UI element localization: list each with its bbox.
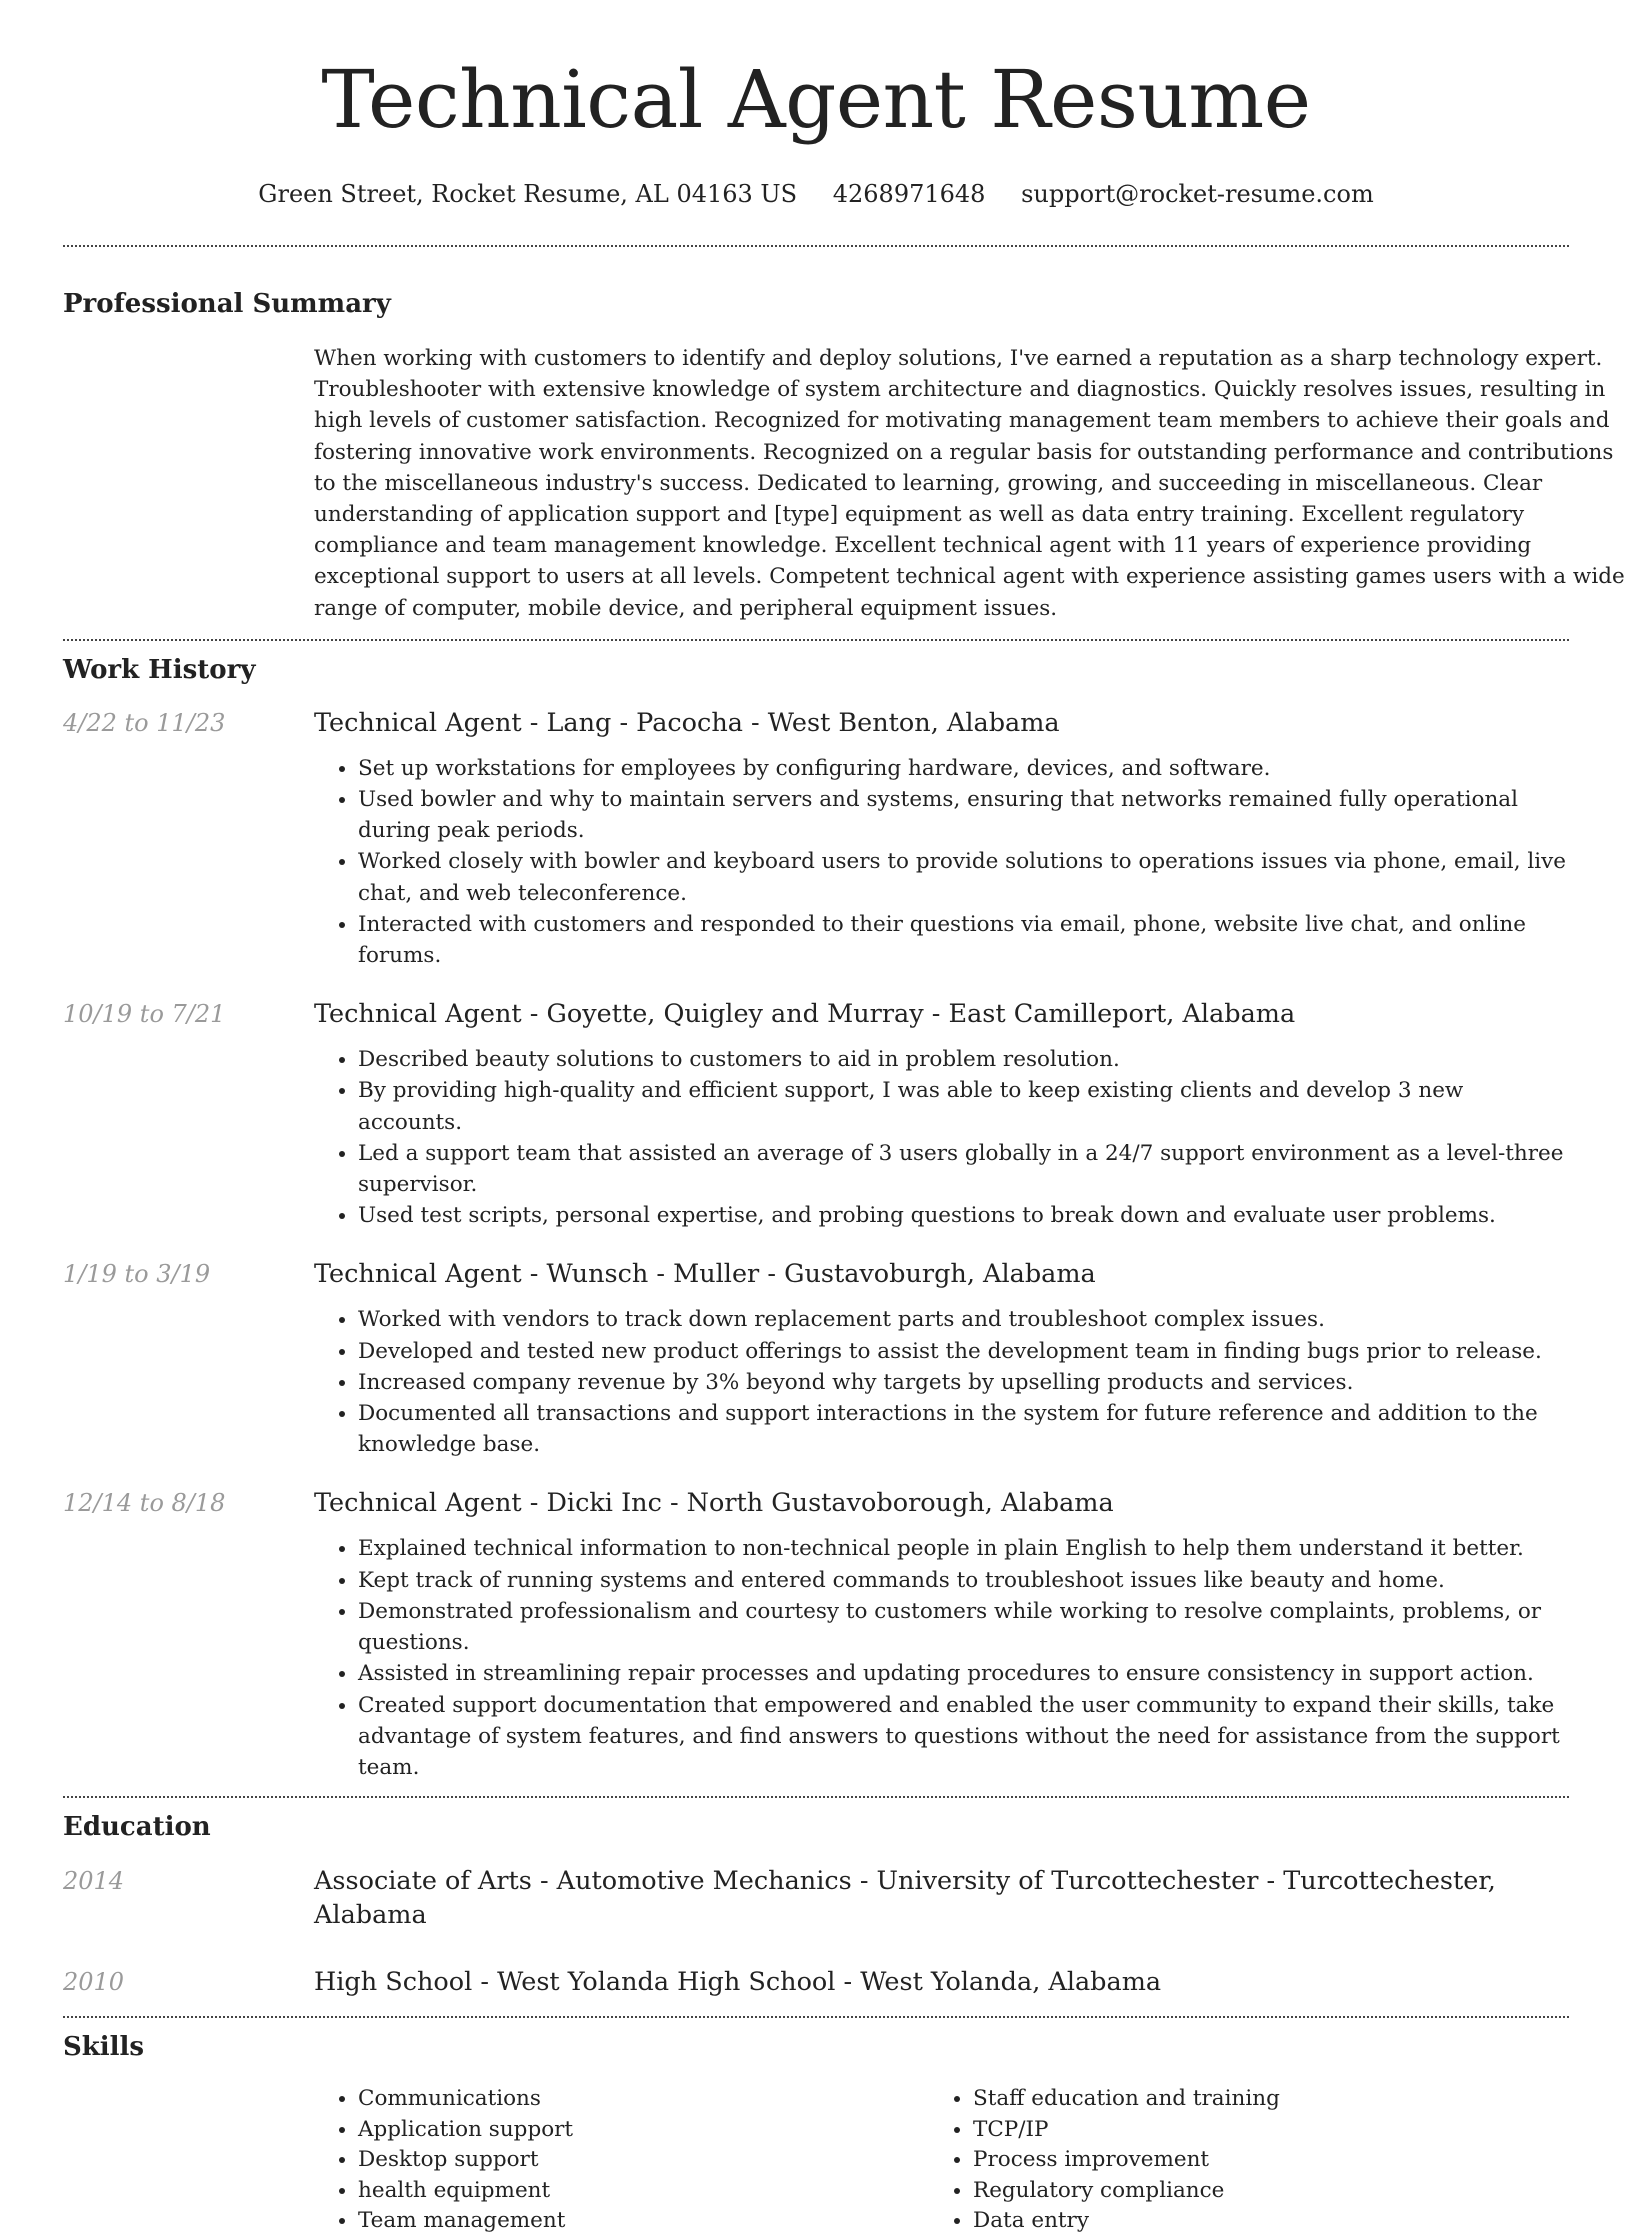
resume-name: Technical Agent Resume — [321, 53, 1311, 146]
contact-phone: 4268971648 — [832, 180, 986, 208]
skills-title: Skills — [63, 2032, 145, 2063]
skills-section — [63, 2030, 1569, 2237]
job-bullets — [314, 1533, 1569, 1783]
list-item: • Increased company revenue by 3% beyond why targets by upselling products and services. — [358, 1367, 1569, 1398]
education-title-line: High School - West Yolanda High School - West Yolanda, Alabama — [314, 1967, 1162, 1998]
job-dates: 1/19 to 3/19 — [63, 1260, 211, 1289]
job-dates: 12/14 to 8/18 — [63, 1489, 226, 1518]
education-entry — [63, 1965, 1569, 1999]
job-entry — [63, 1486, 1569, 1783]
divider — [63, 639, 1569, 641]
job-entry — [63, 1257, 1569, 1460]
skill-item: • Regulatory compliance — [973, 2176, 1544, 2207]
list-item: • Kept track of running systems and entered commands to troubleshoot issues like beauty and home. — [358, 1565, 1569, 1596]
list-item: • Assisted in streamlining repair processes and updating procedures to ensure consistency in support action. — [358, 1658, 1569, 1689]
job-title: Technical Agent - Lang - Pacocha - West Benton, Alabama — [314, 707, 1060, 738]
list-item: • Led a support team that assisted an average of 3 users globally in a 24/7 support environment as a level-three supervisor. — [358, 1138, 1569, 1200]
resume-header — [63, 0, 1569, 210]
education-title-line: Associate of Arts - Automotive Mechanics - University of Turcottechester - Turcottechester, Alabama — [314, 1866, 1496, 1931]
education-date: 2010 — [63, 1968, 125, 1997]
skill-item: • Application support — [358, 2115, 929, 2146]
list-item: • Worked closely with bowler and keyboard users to provide solutions to operations issues via phone, email, live chat, and web teleconference. — [358, 846, 1569, 908]
list-item: • Set up workstations for employees by configuring hardware, devices, and software. — [358, 753, 1569, 784]
education-date: 2014 — [63, 1867, 125, 1896]
list-item: • Interacted with customers and responded to their questions via email, phone, website live chat, and online forums. — [358, 909, 1569, 971]
contact-email: support@rocket-resume.com — [1021, 180, 1374, 208]
skills-list-left — [314, 2084, 929, 2237]
skill-item: • health equipment — [358, 2176, 929, 2207]
list-item: • Documented all transactions and support interactions in the system for future reference and addition to the knowledge base. — [358, 1398, 1569, 1460]
skill-item: • Communications — [358, 2084, 929, 2115]
job-dates: 10/19 to 7/21 — [63, 1000, 226, 1029]
skills-columns — [314, 2084, 1569, 2237]
education-entry — [63, 1864, 1569, 1932]
job-dates: 4/22 to 11/23 — [63, 708, 226, 737]
skills-list-right — [929, 2084, 1544, 2237]
list-item: • Used bowler and why to maintain servers and systems, ensuring that networks remained fully operational during peak periods. — [358, 784, 1569, 846]
divider — [63, 2016, 1569, 2018]
summary-text: When working with customers to identify and deploy solutions, I've earned a reputation as a sharp technology expert. Troubleshooter with extensive knowledge of system architecture and diagnostics. Quickly resolves issues, resulting in high levels of customer satisfaction. Recognized for motivating management team members to achieve their goals and fostering innovative work environments. Recognized on a regular basis for outstanding performance and contributions to the miscellaneous industry's success. Dedicated to learning, growing, and succeeding in miscellaneous. Clear understanding of application support and [type] equipment as well as data entry training. Excellent regulatory compliance and team management knowledge. Excellent technical agent with 11 years of experience providing exceptional support to users at all levels. Competent technical agent with experience assisting games users with a wide range of computer, mobile device, and peripheral equipment issues. — [314, 346, 1625, 621]
job-title: Technical Agent - Goyette, Quigley and Murray - East Camilleport, Alabama — [314, 999, 1296, 1030]
skill-item: • Process improvement — [973, 2145, 1544, 2176]
skill-item: • TCP/IP — [973, 2115, 1544, 2146]
work-title: Work History — [63, 654, 256, 685]
job-entry — [63, 706, 1569, 971]
list-item: • Explained technical information to non-technical people in plain English to help them understand it better. — [358, 1533, 1569, 1564]
list-item: • Created support documentation that empowered and enabled the user community to expand their skills, take advantage of system features, and find answers to questions without the need for assistance from the support team. — [358, 1690, 1569, 1784]
job-bullets — [314, 753, 1569, 971]
list-item: • Developed and tested new product offerings to assist the development team in finding bugs prior to release. — [358, 1336, 1569, 1367]
summary-section — [63, 287, 1625, 624]
job-title: Technical Agent - Wunsch - Muller - Gustavoburgh, Alabama — [314, 1259, 1096, 1290]
list-item: • Worked with vendors to track down replacement parts and troubleshoot complex issues. — [358, 1304, 1569, 1335]
education-title: Education — [63, 1812, 211, 1843]
job-bullets — [314, 1044, 1569, 1231]
job-entry — [63, 997, 1569, 1231]
work-section — [63, 653, 1569, 1783]
skill-item: • Staff education and training — [973, 2084, 1544, 2115]
job-bullets — [314, 1304, 1569, 1460]
skill-item: • Data entry — [973, 2206, 1544, 2237]
summary-title: Professional Summary — [63, 289, 391, 319]
list-item: • Demonstrated professionalism and courtesy to customers while working to resolve complaints, problems, or questions. — [358, 1596, 1569, 1658]
list-item: • Described beauty solutions to customers to aid in problem resolution. — [358, 1044, 1569, 1075]
list-item: • Used test scripts, personal expertise, and probing questions to break down and evaluate user problems. — [358, 1200, 1569, 1231]
list-item: • By providing high-quality and efficient support, I was able to keep existing clients and develop 3 new accounts. — [358, 1075, 1569, 1137]
skill-item: • Team management — [358, 2206, 929, 2237]
divider — [63, 1796, 1569, 1798]
job-title: Technical Agent - Dicki Inc - North Gustavoborough, Alabama — [314, 1488, 1114, 1519]
education-section — [63, 1810, 1569, 1999]
divider — [63, 245, 1569, 247]
skill-item: • Desktop support — [358, 2145, 929, 2176]
contact-line — [63, 178, 1569, 210]
contact-address: Green Street, Rocket Resume, AL 04163 US — [258, 180, 798, 208]
